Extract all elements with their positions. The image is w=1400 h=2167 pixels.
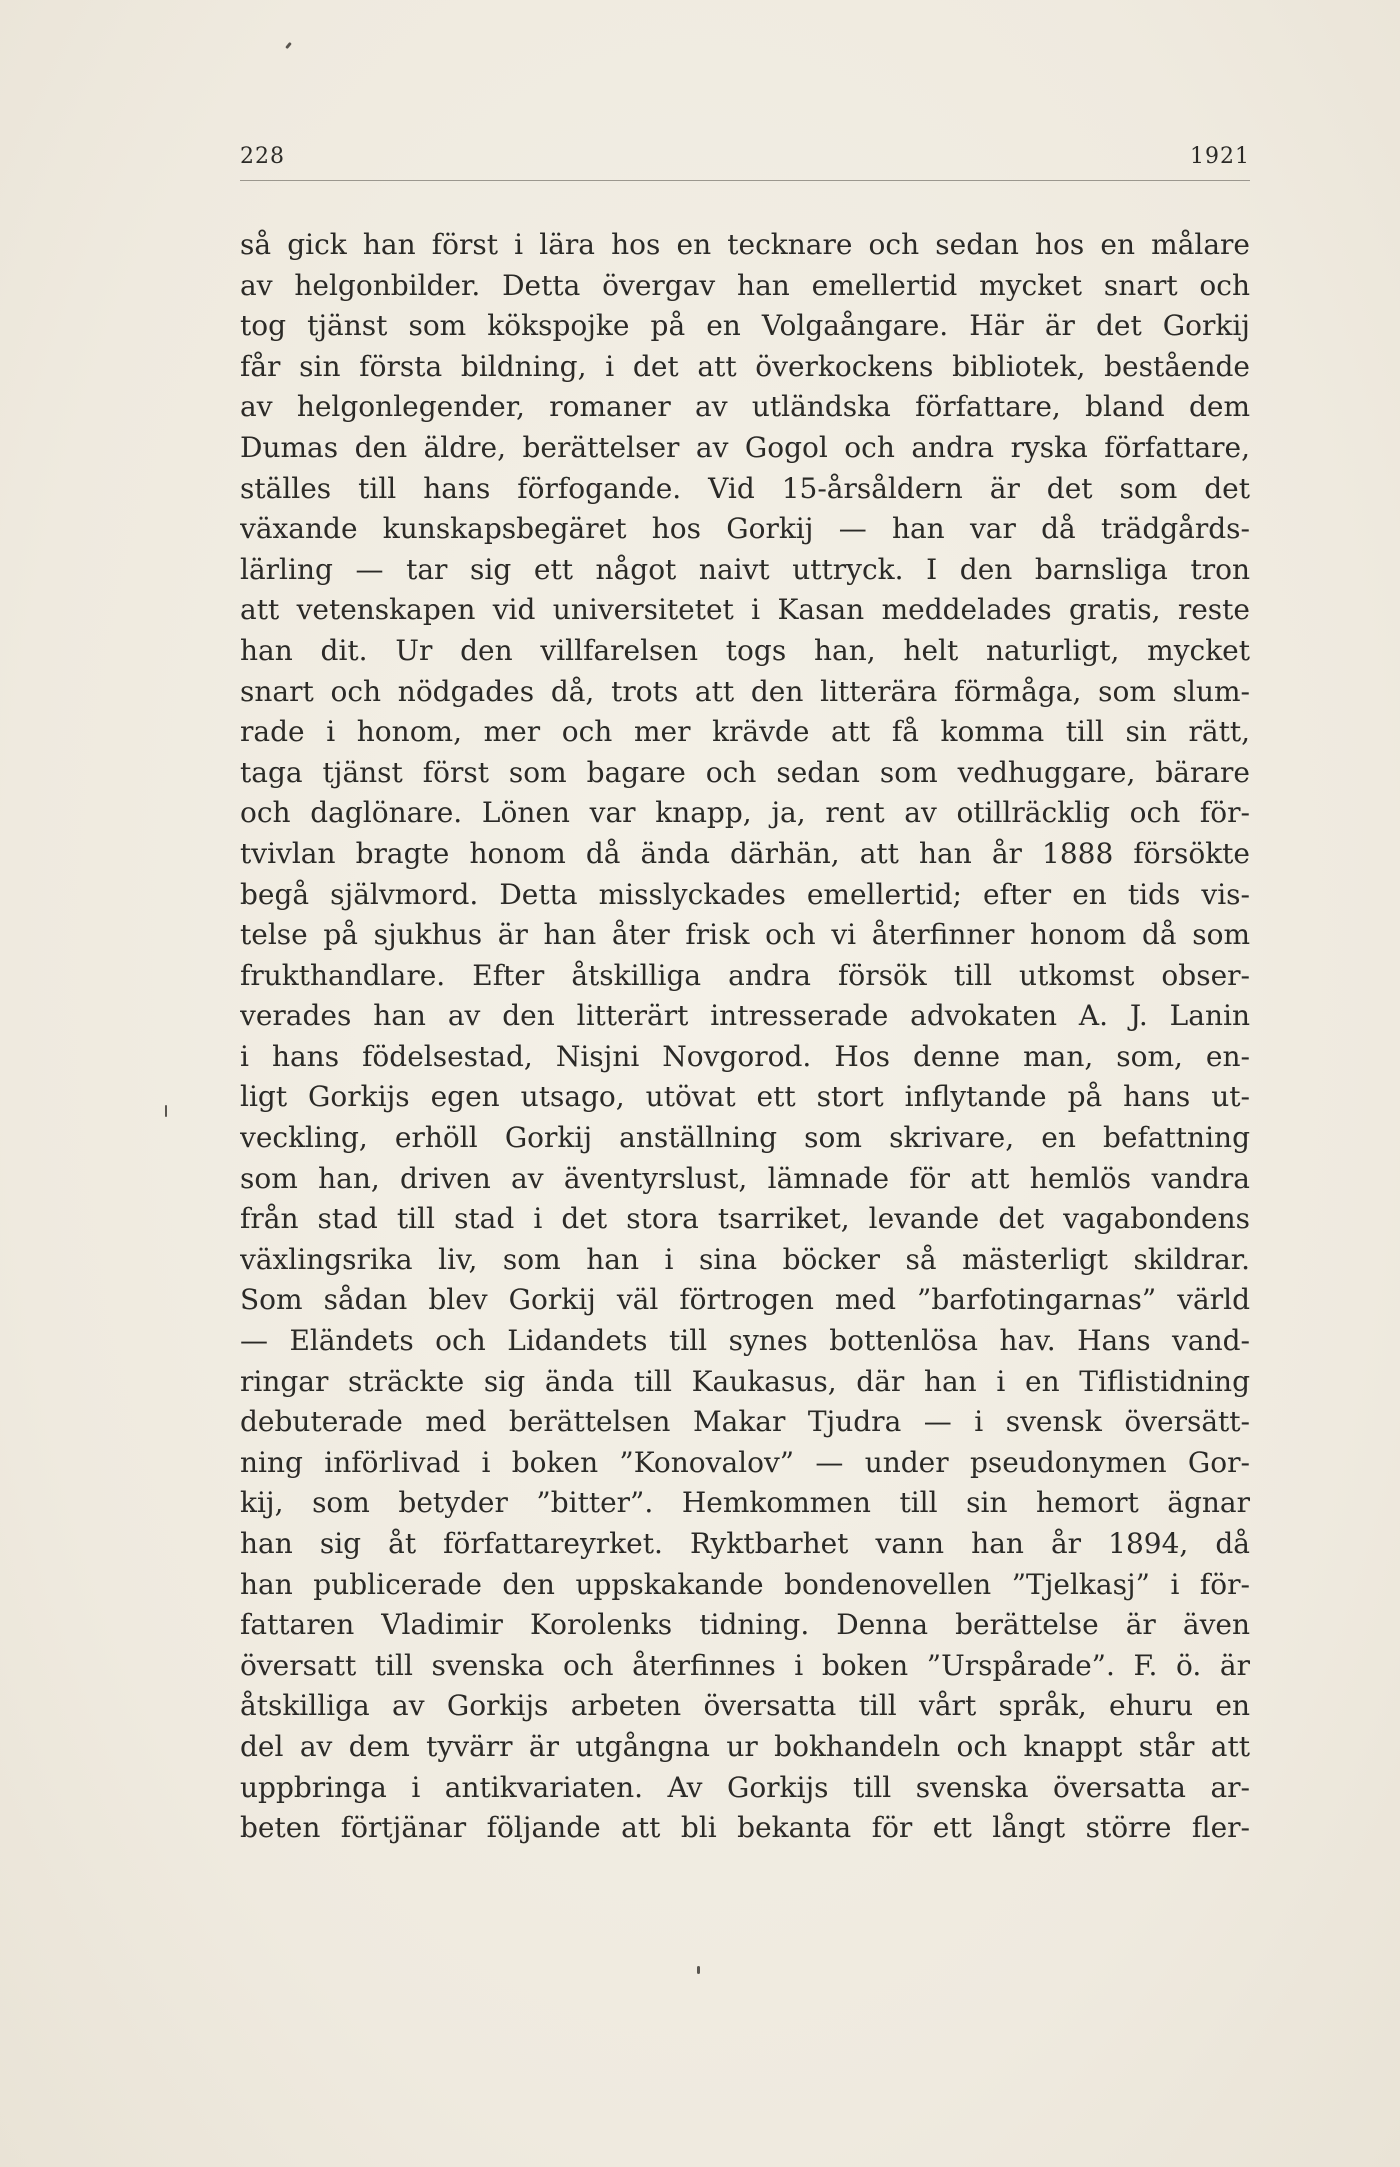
paper-speck bbox=[165, 1105, 167, 1117]
text-line: Dumas den äldre, berättelser av Gogol och andra ryska författare, bbox=[240, 430, 1250, 464]
text-line: så gick han först i lära hos en tecknare och sedan hos en målare bbox=[240, 228, 1250, 261]
text-line: i hans födelsestad, Nisjni Novgorod. Hos denne man, som, en- bbox=[240, 1039, 1250, 1073]
text-line: telse på sjukhus är han åter frisk och vi återfinner honom då som bbox=[240, 918, 1250, 952]
text-line: av helgonlegender, romaner av utländska författare, bland dem bbox=[240, 390, 1250, 424]
text-line: rade i honom, mer och mer krävde att få komma till sin rätt, bbox=[240, 715, 1250, 749]
running-head-year: 1921 bbox=[1190, 144, 1250, 169]
running-head bbox=[240, 140, 1250, 181]
body-text bbox=[240, 225, 1250, 1849]
text-line: att vetenskapen vid universitetet i Kasan meddelades gratis, reste bbox=[240, 593, 1250, 627]
text-line: av helgonbilder. Detta övergav han emellertid mycket snart och bbox=[240, 268, 1250, 302]
text-line: tog tjänst som kökspojke på en Volgaångare. Här är det Gorkij bbox=[240, 309, 1250, 343]
text-line: han publicerade den uppskakande bondenovellen ”Tjelkasj” i för- bbox=[240, 1567, 1250, 1601]
paper-speck bbox=[285, 42, 292, 49]
text-line: ning införlivad i boken ”Konovalov” — under pseudonymen Gor- bbox=[240, 1445, 1250, 1479]
text-line: växande kunskapsbegäret hos Gorkij — han var då trädgårds- bbox=[240, 512, 1250, 546]
text-line: begå självmord. Detta misslyckades emellertid; efter en tids vis- bbox=[240, 877, 1250, 911]
text-line: från stad till stad i det stora tsarriket, levande det vagabondens bbox=[240, 1202, 1250, 1236]
text-line: fattaren Vladimir Korolenks tidning. Denna berättelse är även bbox=[240, 1608, 1250, 1642]
text-line: veckling, erhöll Gorkij anställning som skrivare, en befattning bbox=[240, 1121, 1250, 1155]
text-line: översatt till svenska och återfinnes i boken ”Urspårade”. F. ö. är bbox=[240, 1648, 1250, 1682]
text-line: får sin första bildning, i det att överkockens bibliotek, bestående bbox=[240, 349, 1250, 383]
paper-speck bbox=[697, 1966, 700, 1974]
text-line: del av dem tyvärr är utgångna ur bokhandeln och knappt står att bbox=[240, 1729, 1250, 1763]
text-line: som han, driven av äventyrslust, lämnade för att hemlös vandra bbox=[240, 1161, 1250, 1195]
text-line: tvivlan bragte honom då ända därhän, att han år 1888 försökte bbox=[240, 836, 1250, 870]
text-line: snart och nödgades då, trots att den litterära förmåga, som slum- bbox=[240, 674, 1250, 708]
page-number: 228 bbox=[240, 144, 285, 169]
text-line: lärling — tar sig ett något naivt uttryck. I den barnsliga tron bbox=[240, 552, 1250, 586]
text-line: växlingsrika liv, som han i sina böcker så mästerligt skildrar. bbox=[240, 1242, 1250, 1276]
text-line: ringar sträckte sig ända till Kaukasus, där han i en Tiflistidning bbox=[240, 1364, 1250, 1398]
text-line: taga tjänst först som bagare och sedan som vedhuggare, bärare bbox=[240, 755, 1250, 789]
text-line: uppbringa i antikvariaten. Av Gorkijs till svenska översatta ar- bbox=[240, 1770, 1250, 1804]
text-line: beten förtjänar följande att bli bekanta för ett långt större fler- bbox=[240, 1811, 1250, 1845]
text-line: debuterade med berättelsen Makar Tjudra — i svensk översätt- bbox=[240, 1405, 1250, 1439]
text-line: ställes till hans förfogande. Vid 15-årsåldern är det som det bbox=[240, 471, 1250, 505]
text-line: han dit. Ur den villfarelsen togs han, helt naturligt, mycket bbox=[240, 633, 1250, 667]
text-line: Som sådan blev Gorkij väl förtrogen med ”barfotingarnas” värld bbox=[240, 1283, 1250, 1317]
text-line: — Eländets och Lidandets till synes bottenlösa hav. Hans vand- bbox=[240, 1324, 1250, 1358]
text-line: ligt Gorkijs egen utsago, utövat ett stort inflytande på hans ut- bbox=[240, 1080, 1250, 1114]
text-line: och daglönare. Lönen var knapp, ja, rent av otillräcklig och för- bbox=[240, 796, 1250, 830]
text-line: han sig åt författareyrket. Ryktbarhet vann han år 1894, då bbox=[240, 1527, 1250, 1560]
text-line: åtskilliga av Gorkijs arbeten översatta till vårt språk, ehuru en bbox=[240, 1689, 1250, 1723]
text-line: frukthandlare. Efter åtskilliga andra försök till utkomst obser- bbox=[240, 958, 1250, 992]
text-line: kij, som betyder ”bitter”. Hemkommen till sin hemort ägnar bbox=[240, 1486, 1250, 1520]
text-line: verades han av den litterärt intresserade advokaten A. J. Lanin bbox=[240, 999, 1250, 1033]
